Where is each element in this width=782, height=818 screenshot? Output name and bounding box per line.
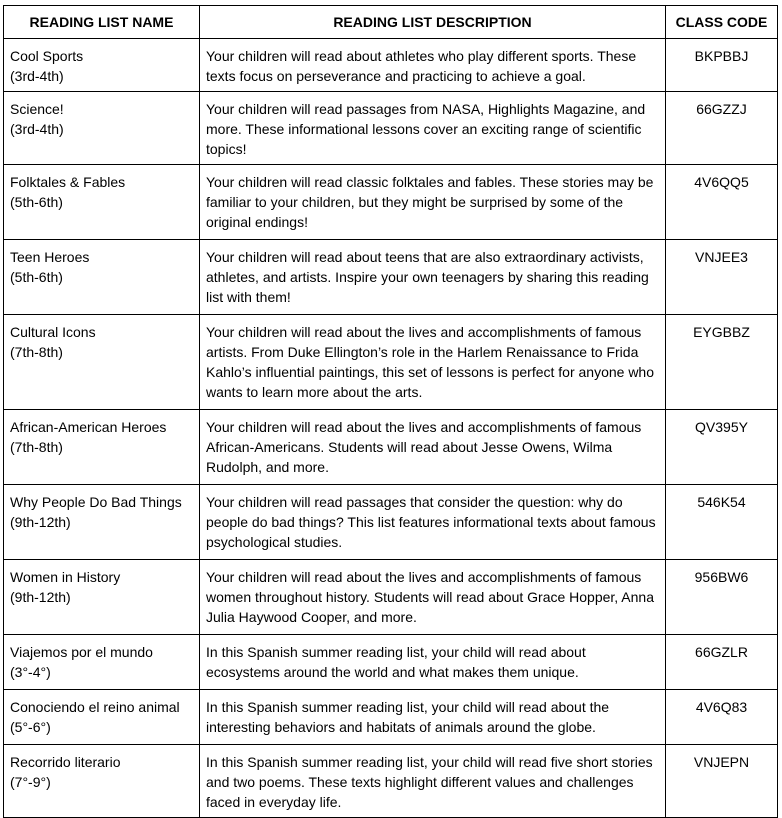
- reading-list-description: Your children will read about the lives and accomplishments of famous African-Americans. Students will read about Jesse Owens, Wilma Rudolph, and more.: [200, 410, 666, 485]
- class-code: VNJEE3: [666, 240, 778, 315]
- grade-range: (7°-9°): [10, 774, 51, 790]
- reading-list-description: Your children will read about the lives and accomplishments of famous women throughout history. Students will read about Grace Hopper, Anna Julia Haywood Cooper, and more.: [200, 560, 666, 635]
- reading-list-description: In this Spanish summer reading list, your child will read five short stories and two poems. These texts highlight different values and challenges faced in everyday life.: [200, 745, 666, 818]
- header-row: [4, 6, 778, 39]
- class-code: 956BW6: [666, 560, 778, 635]
- table-body: [4, 39, 778, 818]
- reading-list-description: In this Spanish summer reading list, your child will read about the interesting behaviors and habitats of animals around the globe.: [200, 690, 666, 745]
- reading-list-table: [3, 5, 778, 818]
- grade-range: (3rd-4th): [10, 68, 64, 84]
- reading-list-name-cell: [4, 485, 200, 560]
- reading-list-name-cell: [4, 560, 200, 635]
- grade-range: (3rd-4th): [10, 121, 64, 137]
- reading-list-name: Science!: [10, 101, 64, 117]
- reading-list-name-cell: [4, 315, 200, 410]
- reading-list-name: Viajemos por el mundo: [10, 644, 153, 660]
- grade-range: (9th-12th): [10, 589, 71, 605]
- reading-list-name: African-American Heroes: [10, 419, 167, 435]
- reading-list-name-cell: [4, 410, 200, 485]
- reading-list-name: Folktales & Fables: [10, 174, 126, 190]
- reading-list-name: Women in History: [10, 569, 121, 585]
- class-code: 4V6Q83: [666, 690, 778, 745]
- header-description: READING LIST DESCRIPTION: [200, 6, 666, 39]
- reading-list-description: Your children will read passages that consider the question: why do people do bad things? This list features informational texts about famous psychological studies.: [200, 485, 666, 560]
- table-row: [4, 39, 778, 92]
- reading-list-name-cell: [4, 165, 200, 240]
- table-row: [4, 745, 778, 818]
- reading-list-name: Cool Sports: [10, 48, 84, 64]
- class-code: 66GZZJ: [666, 92, 778, 165]
- reading-list-name-cell: [4, 690, 200, 745]
- table-row: [4, 690, 778, 745]
- reading-list-description: Your children will read about the lives and accomplishments of famous artists. From Duke Ellington’s role in the Harlem Renaissance to Frida Kahlo’s influential paintings, this set of lessons is perfect for anyone who wants to learn more about the arts.: [200, 315, 666, 410]
- reading-list-description: In this Spanish summer reading list, your child will read about ecosystems around the world and what makes them unique.: [200, 635, 666, 690]
- reading-list-description: Your children will read about teens that are also extraordinary activists, athletes, and artists. Inspire your own teenagers by sharing this reading list with them!: [200, 240, 666, 315]
- header-code: CLASS CODE: [666, 6, 778, 39]
- reading-list-name: Recorrido literario: [10, 754, 121, 770]
- table-row: [4, 315, 778, 410]
- class-code: 546K54: [666, 485, 778, 560]
- class-code: QV395Y: [666, 410, 778, 485]
- grade-range: (7th-8th): [10, 439, 63, 455]
- reading-list-name-cell: [4, 240, 200, 315]
- table-row: [4, 240, 778, 315]
- grade-range: (5th-6th): [10, 194, 63, 210]
- class-code: VNJEPN: [666, 745, 778, 818]
- grade-range: (9th-12th): [10, 514, 71, 530]
- reading-list-description: Your children will read about athletes who play different sports. These texts focus on perseverance and practicing to achieve a goal.: [200, 39, 666, 92]
- table-row: [4, 485, 778, 560]
- table-row: [4, 410, 778, 485]
- reading-list-name-cell: [4, 635, 200, 690]
- class-code: 66GZLR: [666, 635, 778, 690]
- reading-list-name: Teen Heroes: [10, 249, 90, 265]
- reading-list-description: Your children will read classic folktales and fables. These stories may be familiar to your children, but they might be surprised by some of the original endings!: [200, 165, 666, 240]
- table-row: [4, 165, 778, 240]
- table-row: [4, 560, 778, 635]
- class-code: EYGBBZ: [666, 315, 778, 410]
- reading-list-description: Your children will read passages from NASA, Highlights Magazine, and more. These informational lessons cover an exciting range of scientific topics!: [200, 92, 666, 165]
- header-name: READING LIST NAME: [4, 6, 200, 39]
- grade-range: (5°-6°): [10, 719, 51, 735]
- reading-list-name: Conociendo el reino animal: [10, 699, 180, 715]
- class-code: BKPBBJ: [666, 39, 778, 92]
- table-row: [4, 92, 778, 165]
- grade-range: (5th-6th): [10, 269, 63, 285]
- grade-range: (7th-8th): [10, 344, 63, 360]
- reading-list-name-cell: [4, 745, 200, 818]
- table-row: [4, 635, 778, 690]
- reading-list-name-cell: [4, 39, 200, 92]
- reading-list-name: Cultural Icons: [10, 324, 96, 340]
- class-code: 4V6QQ5: [666, 165, 778, 240]
- grade-range: (3°-4°): [10, 664, 51, 680]
- reading-list-name: Why People Do Bad Things: [10, 494, 182, 510]
- reading-list-name-cell: [4, 92, 200, 165]
